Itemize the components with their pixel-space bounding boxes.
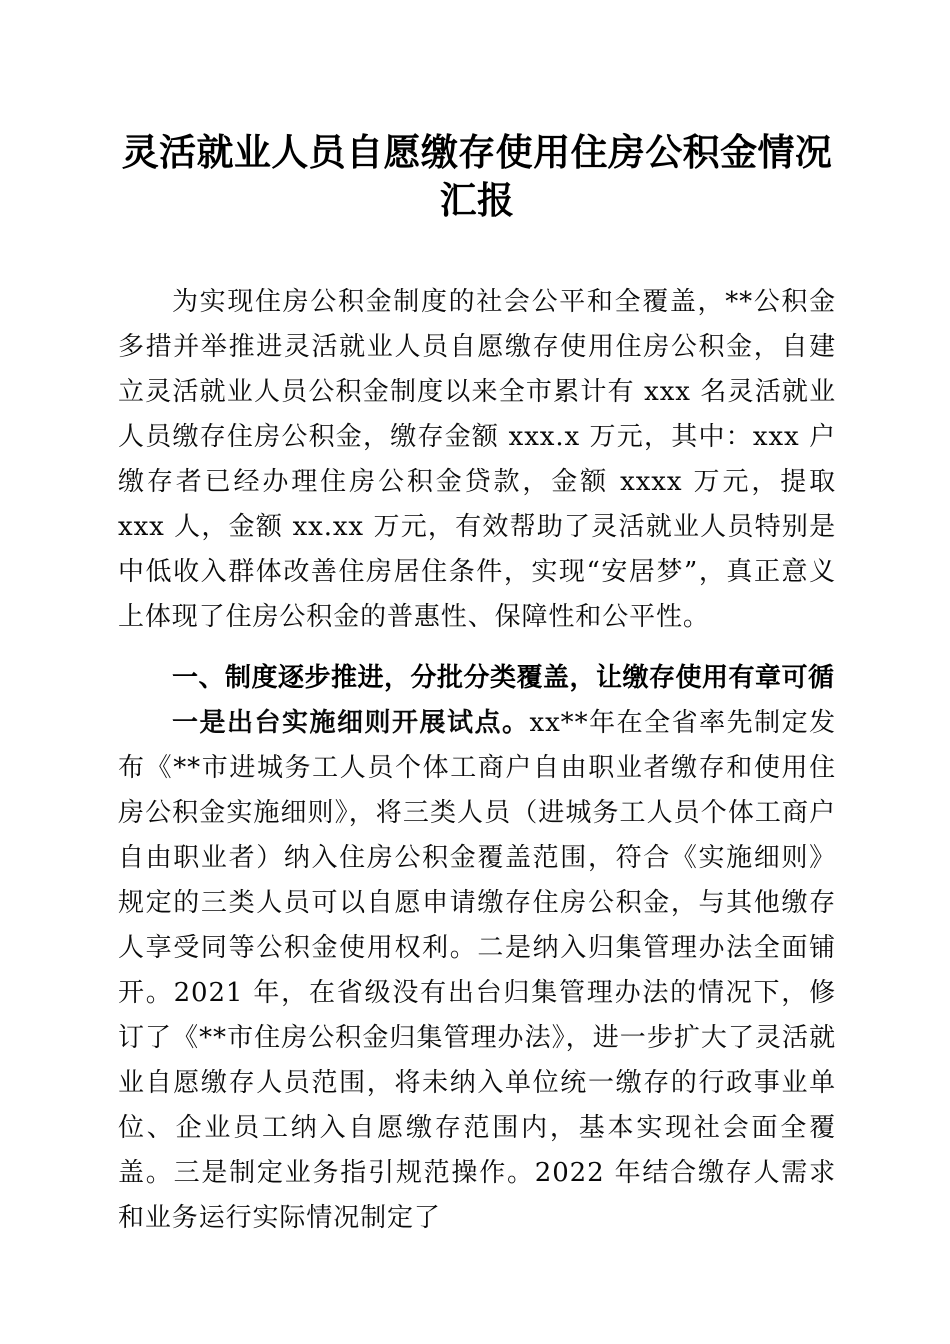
document-content	[118, 0, 836, 1241]
paragraph-section-1	[118, 701, 836, 1241]
paragraph-intro: 为实现住房公积金制度的社会公平和全覆盖，**公积金多措并举推进灵活就业人员自愿缴存使用住房公积金，自建立灵活就业人员公积金制度以来全市累计有 xxx 名灵活就业人员缴存住房公积金，缴存金额 xxx.x 万元，其中：xxx 户缴存者已经办理住房公积金贷款，金额 xxxx 万元，提取 xxx 人，金额 xx.xx 万元，有效帮助了灵活就业人员特别是中低收入群体改善住房居住条件，实现“安居梦”，真正意义上体现了住房公积金的普惠性、保障性和公平性。	[118, 287, 836, 632]
page-title: 灵活就业人员自愿缴存使用住房公积金情况汇报	[121, 130, 833, 222]
paragraph-body-text: xx**年在全省率先制定发布《**市进城务工人员个体工商户自由职业者缴存和使用住房公积金实施细则》，将三类人员（进城务工人员个体工商户自由职业者）纳入住房公积金覆盖范围，符合《实施细则》规定的三类人员可以自愿申请缴存住房公积金，与其他缴存人享受同等公积金使用权利。二是纳入归集管理办法全面铺开。2021 年，在省级没有出台归集管理办法的情况下，修订了《**市住房公积金归集管理办法》，进一步扩大了灵活就业自愿缴存人员范围，将未纳入单位统一缴存的行政事业单位、企业员工纳入自愿缴存范围内，基本实现社会面全覆盖。三是制定业务指引规范操作。2022 年结合缴存人需求和业务运行实际情况制定了	[118, 708, 837, 1233]
section-heading-1: 一、制度逐步推进，分批分类覆盖，让缴存使用有章可循	[172, 663, 835, 693]
paragraph-lead-in: 一是出台实施细则开展试点。	[172, 708, 530, 738]
